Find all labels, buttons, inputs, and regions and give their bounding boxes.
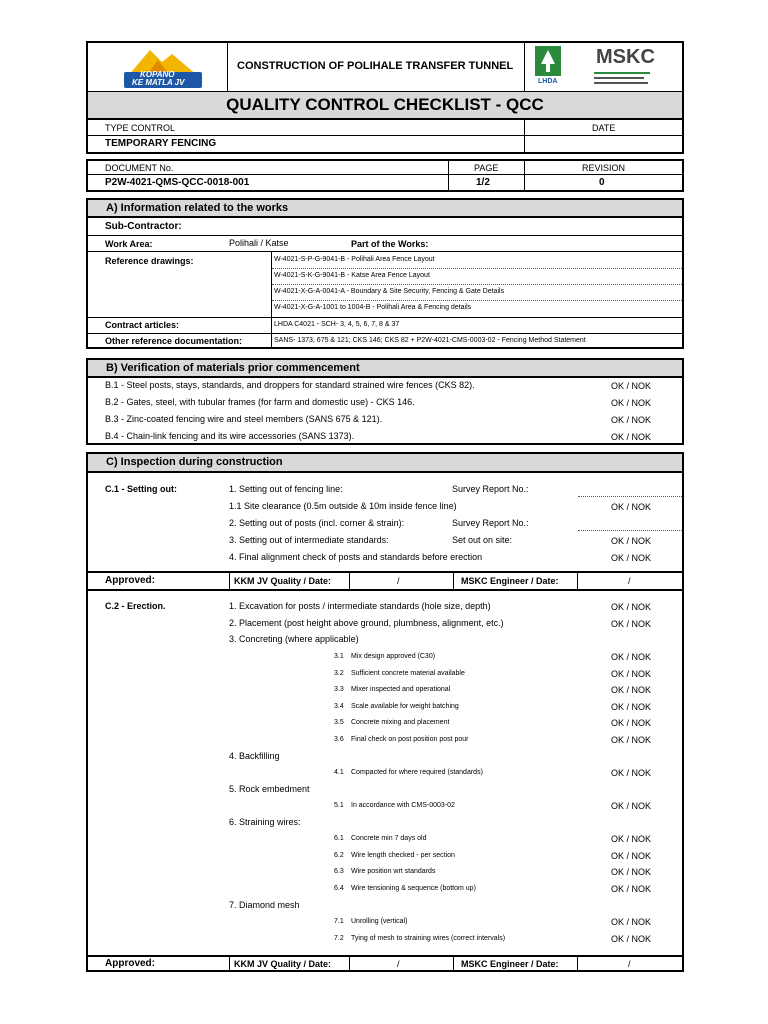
- material-item-text: B.1 - Steel posts, stays, standards, and droppers for standard strained wire fences (CKS 82).: [105, 380, 475, 390]
- section-a-title: A) Information related to the works: [86, 198, 684, 218]
- c2-sub-num: 6.2: [334, 852, 344, 859]
- survey-report-field[interactable]: [578, 530, 682, 531]
- c2-status[interactable]: OK / NOK: [611, 768, 652, 778]
- c2-sub-text: Compacted for where required (standards): [351, 769, 483, 776]
- drawing-item: W-4021-X-G-A-0041-A - Boundary & Site Security, Fencing & Gate Details: [274, 288, 505, 295]
- c2-sub-text: Wire tensioning & sequence (bottom up): [351, 885, 476, 892]
- c1-status[interactable]: OK / NOK: [611, 553, 652, 563]
- c2-item-text: 7. Diamond mesh: [229, 900, 300, 910]
- c2-status[interactable]: OK / NOK: [611, 619, 652, 629]
- other-docs-value: SANS- 1373, 675 & 121; CKS 146; CKS 82 + P2W-4021-CMS-0003-02 - Fencing Method Statement: [274, 337, 586, 344]
- c2-sub-text: Concrete min 7 days old: [351, 835, 427, 842]
- c1-item-text: 1. Setting out of fencing line:: [229, 484, 343, 494]
- c2-sub-num: 6.3: [334, 868, 344, 875]
- kkm-date-field[interactable]: /: [397, 959, 400, 969]
- material-status[interactable]: OK / NOK: [611, 415, 652, 425]
- c2-sub-num: 3.5: [334, 719, 344, 726]
- c2-sub-num: 4.1: [334, 769, 344, 776]
- c2-status[interactable]: OK / NOK: [611, 851, 652, 861]
- work-area-value: Polihali / Katse: [229, 238, 289, 248]
- kopano-logo: [118, 46, 208, 90]
- c2-status[interactable]: OK / NOK: [611, 834, 652, 844]
- mskc-engineer-label: MSKC Engineer / Date:: [461, 959, 559, 969]
- material-item-text: B.4 - Chain-link fencing and its wire accessories (SANS 1373).: [105, 431, 355, 441]
- project-title: CONSTRUCTION OF POLIHALE TRANSFER TUNNEL: [237, 60, 514, 72]
- other-docs-label: Other reference documentation:: [105, 336, 243, 346]
- type-control-label: TYPE CONTROL: [105, 123, 176, 133]
- c2-sub-num: 3.4: [334, 703, 344, 710]
- lhda-logo: [533, 44, 563, 90]
- c2-label: C.2 - Erection.: [105, 601, 166, 611]
- c1-item-extra: Survey Report No.:: [452, 484, 529, 494]
- c2-sub-text: Wire position wrt standards: [351, 868, 436, 875]
- c2-sub-text: Tying of mesh to straining wires (correct intervals): [351, 935, 506, 942]
- c1-item-extra: Set out on site:: [452, 535, 513, 545]
- c1-item-text: 3. Setting out of intermediate standards:: [229, 535, 389, 545]
- approved-label: Approved:: [105, 575, 155, 586]
- section-b-title: B) Verification of materials prior commencement: [86, 358, 684, 378]
- c2-sub-text: Concrete mixing and placement: [351, 719, 450, 726]
- mskc-date-field[interactable]: /: [628, 959, 631, 969]
- c2-sub-text: Scale available for weight batching: [351, 703, 459, 710]
- mskc-text: MSKC: [596, 46, 655, 68]
- c2-sub-text: In accordance with CMS-0003-02: [351, 802, 455, 809]
- material-status[interactable]: OK / NOK: [611, 398, 652, 408]
- mskc-date-field[interactable]: /: [628, 576, 631, 586]
- c2-status[interactable]: OK / NOK: [611, 702, 652, 712]
- type-control-value: TEMPORARY FENCING: [105, 138, 217, 149]
- c2-status[interactable]: OK / NOK: [611, 602, 652, 612]
- kkm-quality-label: KKM JV Quality / Date:: [234, 576, 332, 586]
- c1-item-text: 4. Final alignment check of posts and standards before erection: [229, 552, 483, 562]
- c2-sub-text: Unrolling (vertical): [351, 918, 408, 925]
- c2-item-text: 1. Excavation for posts / intermediate standards (hole size, depth): [229, 601, 491, 611]
- date-field[interactable]: [526, 137, 682, 152]
- c2-sub-num: 7.2: [334, 935, 344, 942]
- c1-item-text: 1.1 Site clearance (0.5m outside & 10m inside fence line): [229, 501, 457, 511]
- contract-articles-label: Contract articles:: [105, 320, 180, 330]
- logo-kopano-line2: KE MATLA JV: [132, 78, 185, 87]
- c2-sub-text: Mix design approved (C30): [351, 653, 436, 660]
- mskc-logo: [592, 44, 682, 90]
- section-c-title: C) Inspection during construction: [86, 452, 684, 473]
- c2-status[interactable]: OK / NOK: [611, 917, 652, 927]
- c2-item-text: 2. Placement (post height above ground, plumbness, alignment, etc.): [229, 618, 504, 628]
- part-of-works-label: Part of the Works:: [351, 239, 429, 249]
- drawing-item: W-4021-X-G-A-1001 to 1004-B - Polihali Area & Fencing details: [274, 304, 472, 311]
- c2-status[interactable]: OK / NOK: [611, 735, 652, 745]
- kkm-date-field[interactable]: /: [397, 576, 400, 586]
- c2-sub-num: 6.1: [334, 835, 344, 842]
- c2-sub-num: 5.1: [334, 802, 344, 809]
- c2-sub-num: 3.1: [334, 653, 344, 660]
- work-area-label: Work Area:: [105, 239, 153, 249]
- c2-sub-num: 7.1: [334, 918, 344, 925]
- c2-sub-text: Wire length checked - per section: [351, 852, 455, 859]
- lhda-text: LHDA: [538, 78, 558, 85]
- page-value: 1/2: [476, 177, 490, 188]
- doc-no-value: P2W-4021-QMS-QCC-0018-001: [105, 177, 250, 188]
- revision-label: REVISION: [582, 163, 626, 173]
- c2-sub-num: 3.2: [334, 670, 344, 677]
- drawing-item: W-4021-S-K-G-9041-B - Katse Area Fence Layout: [274, 272, 430, 279]
- drawing-item: W-4021-S-P-G-9041-B - Polihali Area Fence Layout: [274, 256, 435, 263]
- c2-sub-text: Sufficient concrete material available: [351, 670, 465, 677]
- c2-sub-text: Mixer inspected and operational: [351, 686, 451, 693]
- doc-no-label: DOCUMENT No.: [105, 163, 174, 173]
- c1-label: C.1 - Setting out:: [105, 484, 177, 494]
- contract-articles-value: LHDA C4021 - SCH- 3, 4, 5, 6, 7, 8 & 37: [274, 321, 400, 328]
- reference-drawings-label: Reference drawings:: [105, 256, 194, 266]
- c2-sub-num: 3.6: [334, 736, 344, 743]
- c2-item-text: 6. Straining wires:: [229, 817, 301, 827]
- c2-item-text: 3. Concreting (where applicable): [229, 634, 359, 644]
- material-status[interactable]: OK / NOK: [611, 381, 652, 391]
- c2-status[interactable]: OK / NOK: [611, 884, 652, 894]
- c2-status[interactable]: OK / NOK: [611, 685, 652, 695]
- material-item-text: B.3 - Zinc-coated fencing wire and steel members (SANS 675 & 121).: [105, 414, 383, 424]
- c2-status[interactable]: OK / NOK: [611, 718, 652, 728]
- c1-item-text: 2. Setting out of posts (incl. corner & strain):: [229, 518, 405, 528]
- c1-status[interactable]: OK / NOK: [611, 502, 652, 512]
- c2-sub-text: Final check on post position post pour: [351, 736, 469, 743]
- material-item-text: B.2 - Gates, steel, with tubular frames (for farm and domestic use) - CKS 146.: [105, 397, 415, 407]
- material-status[interactable]: OK / NOK: [611, 432, 652, 442]
- page-label: PAGE: [474, 163, 499, 173]
- c2-status[interactable]: OK / NOK: [611, 652, 652, 662]
- c2-status[interactable]: OK / NOK: [611, 801, 652, 811]
- c2-status[interactable]: OK / NOK: [611, 669, 652, 679]
- kkm-quality-label: KKM JV Quality / Date:: [234, 959, 332, 969]
- c2-sub-num: 3.3: [334, 686, 344, 693]
- subcontractor-label: Sub-Contractor:: [105, 221, 182, 232]
- survey-report-field[interactable]: [578, 496, 682, 497]
- c2-sub-num: 6.4: [334, 885, 344, 892]
- date-label: DATE: [592, 123, 616, 133]
- mskc-engineer-label: MSKC Engineer / Date:: [461, 576, 559, 586]
- revision-value: 0: [599, 177, 605, 188]
- c2-item-text: 5. Rock embedment: [229, 784, 310, 794]
- logo-kopano-line1: KOPANO: [140, 70, 175, 79]
- c1-status[interactable]: OK / NOK: [611, 536, 652, 546]
- c2-item-text: 4. Backfilling: [229, 751, 280, 761]
- c1-item-extra: Survey Report No.:: [452, 518, 529, 528]
- approved-label: Approved:: [105, 958, 155, 969]
- c2-status[interactable]: OK / NOK: [611, 867, 652, 877]
- checklist-title: QUALITY CONTROL CHECKLIST - QCC: [226, 95, 544, 114]
- c2-status[interactable]: OK / NOK: [611, 934, 652, 944]
